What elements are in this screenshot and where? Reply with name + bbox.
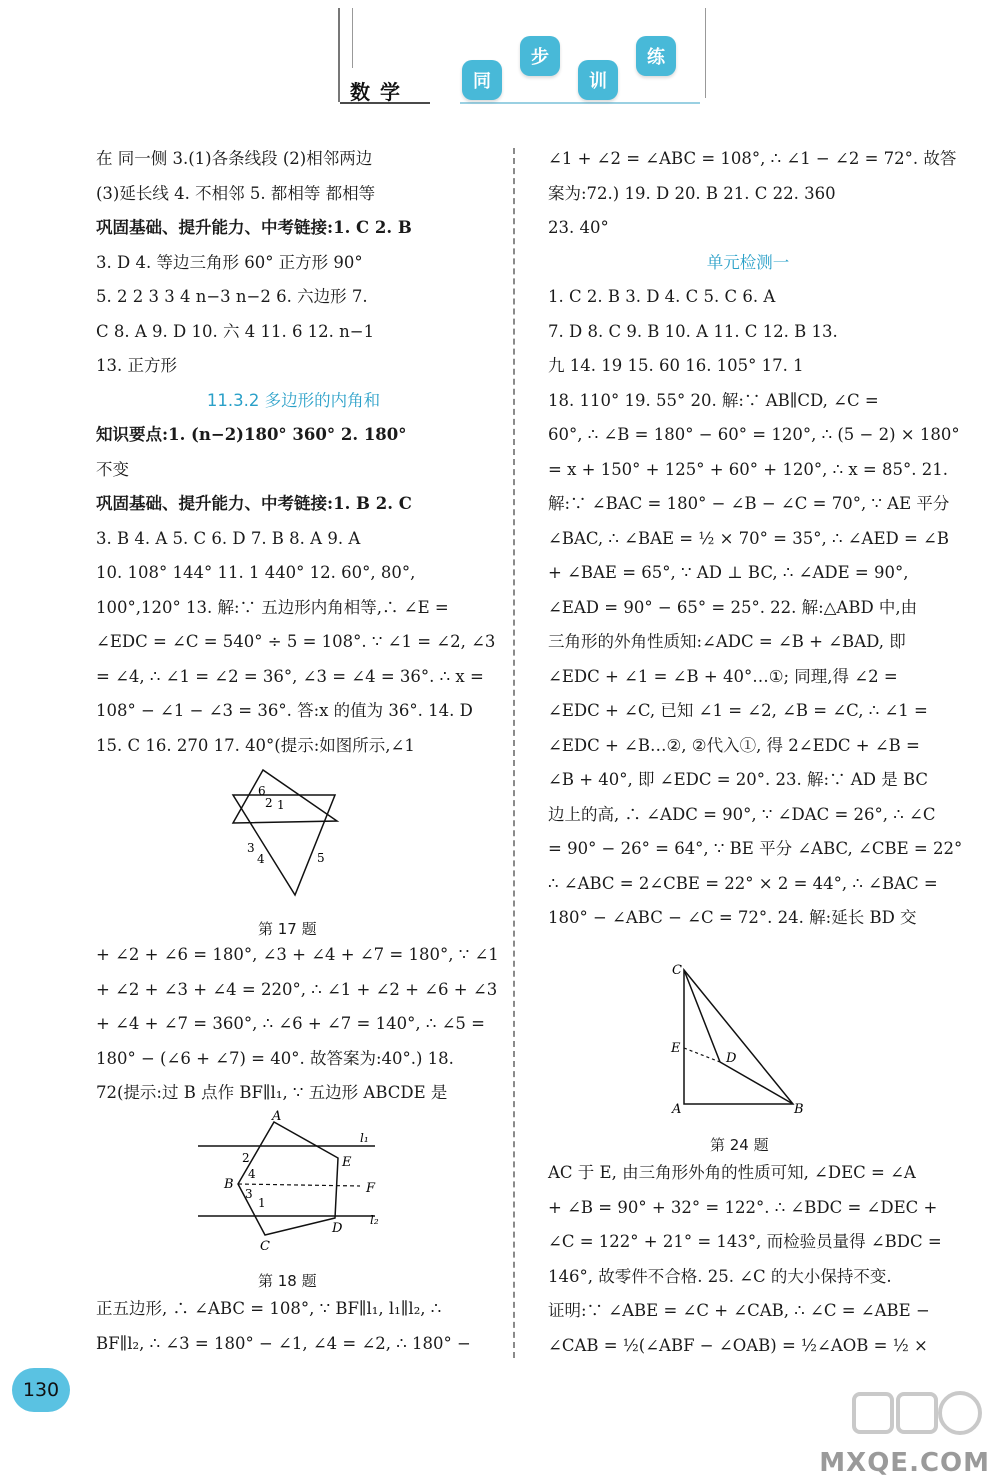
text-line: 解:∵ ∠BAC = 180° − ∠B − ∠C = 70°, ∵ AE 平分 (548, 494, 950, 513)
text-line: 18. 110° 19. 55° 20. 解:∵ AB∥CD, ∠C = (548, 390, 879, 410)
fig18-label: B (224, 1177, 234, 1192)
fig18-label: 3 (245, 1187, 253, 1201)
line-cd (684, 970, 720, 1062)
text-line: 3. D 4. 等边三角形 60° 正方形 90° (96, 252, 363, 272)
fig18-label: C (260, 1239, 270, 1254)
left-column (96, 142, 496, 763)
left-column-end (96, 1292, 491, 1361)
fig17-label: 5 (317, 851, 325, 865)
text-line: + ∠BAE = 65°, ∵ AD ⊥ BC, ∴ ∠ADE = 90°, (548, 563, 909, 582)
page-number: 130 (12, 1368, 70, 1412)
text-line: ∠B + 40°, 即 ∠EDC = 20°. 23. 解:∵ AD 是 BC (548, 770, 928, 789)
fig18-label: 1 (258, 1196, 266, 1210)
text-line: = x + 150° + 125° + 60° + 120°, ∴ x = 85°. 21. (548, 459, 948, 479)
text-line: + ∠B = 90° + 32° = 122°. ∴ ∠BDC = ∠DEC + (548, 1197, 938, 1217)
text-line: 15. C 16. 270 17. 40°(提示:如图所示,∠1 (96, 735, 415, 755)
right-column (548, 142, 963, 936)
text-line: 10. 108° 144° 11. 1 440° 12. 60°, 80°, (96, 563, 416, 582)
line-db (720, 1062, 793, 1104)
text-line: 巩固基础、提升能力、中考链接:1. C 2. B (96, 218, 412, 237)
triangle-abc (684, 970, 793, 1104)
figure-24-caption: 第 24 题 (710, 1136, 769, 1154)
fig24-label: C (672, 963, 682, 978)
text-line: 证明:∵ ∠ABE = ∠C + ∠CAB, ∴ ∠C = ∠ABE − (548, 1301, 930, 1320)
fig24-label: E (671, 1041, 681, 1056)
text-line: 边上的高, ∴ ∠ADC = 90°, ∵ ∠DAC = 26°, ∴ ∠C (548, 804, 936, 824)
text-line: 180° − (∠6 + ∠7) = 40°. 故答案为:40°.) 18. (96, 1048, 454, 1068)
fig17-label: 1 (277, 798, 285, 812)
watermark-text: MXQE.COM (819, 1448, 990, 1478)
fig24-label: D (726, 1051, 737, 1066)
text-line: 180° − ∠ABC − ∠C = 72°. 24. 解:延长 BD 交 (548, 908, 917, 927)
header-line (352, 8, 353, 68)
text-line: 1. C 2. B 3. D 4. C 5. C 6. A (548, 287, 776, 306)
text-line: 知识要点:1. (n−2)180° 360° 2. 180° (96, 425, 407, 444)
text-line: 巩固基础、提升能力、中考链接:1. B 2. C (96, 494, 412, 513)
text-line: ∠BAC, ∴ ∠BAE = ½ × 70° = 35°, ∴ ∠AED = ∠B (548, 528, 949, 548)
badge-tong: 同 (462, 60, 502, 100)
text-line: ∠CAB = ½(∠ABF − ∠OAB) = ½∠AOB = ½ × (548, 1335, 928, 1355)
figure-18 (190, 1110, 400, 1255)
text-line: + ∠2 + ∠3 + ∠4 = 220°, ∴ ∠1 + ∠2 + ∠6 + ∠3 (96, 979, 498, 999)
badge-bu: 步 (520, 36, 560, 76)
text-line: ∠EDC + ∠C, 已知 ∠1 = ∠2, ∠B = ∠C, ∴ ∠1 = (548, 701, 928, 720)
text-line: 60°, ∴ ∠B = 180° − 60° = 120°, ∴ (5 − 2) × 180° (548, 425, 960, 444)
figure-17-caption: 第 17 题 (258, 920, 317, 938)
text-line: 146°, 故零件不合格. 25. ∠C 的大小保持不变. (548, 1266, 892, 1286)
fig18-label: D (332, 1221, 343, 1236)
fig18-label: F (366, 1181, 376, 1196)
text-line: ∠EDC + ∠1 = ∠B + 40°…①; 同理,得 ∠2 = (548, 666, 898, 686)
text-line: ∠C = 122° + 21° = 143°, 而检验员量得 ∠BDC = (548, 1232, 942, 1251)
right-column-end (548, 1156, 948, 1363)
text-line: BF∥l₂, ∴ ∠3 = 180° − ∠1, ∠4 = ∠2, ∴ 180° − (96, 1333, 471, 1353)
text-line: 72(提示:过 B 点作 BF∥l₁, ∵ 五边形 ABCDE 是 (96, 1083, 448, 1102)
text-line: ∠EDC + ∠B…②, ②代入①, 得 2∠EDC + ∠B = (548, 735, 920, 755)
fig18-label: 4 (248, 1167, 256, 1181)
text-line: ∠1 + ∠2 = ∠ABC = 108°, ∴ ∠1 − ∠2 = 72°. 故答 (548, 149, 957, 168)
header-rule-accent (460, 102, 700, 104)
text-line: 100°,120° 13. 解:∵ 五边形内角相等,∴ ∠E = (96, 597, 449, 617)
header-line (705, 8, 706, 98)
section-title: 单元检测一 (706, 252, 790, 272)
text-line: AC 于 E, 由三角形外角的性质可知, ∠DEC = ∠A (548, 1163, 916, 1182)
fig18-label: A (272, 1110, 282, 1124)
text-line: (3)延长线 4. 不相邻 5. 都相等 都相等 (96, 183, 376, 203)
left-column-continued (96, 938, 499, 1111)
fig18-label: E (342, 1155, 352, 1170)
badge-xun: 训 (578, 60, 618, 100)
fig17-label: 4 (257, 852, 265, 866)
text-line: 23. 40° (548, 218, 609, 237)
text-line: ∠EDC = ∠C = 540° ÷ 5 = 108°. ∵ ∠1 = ∠2, ∠3 (96, 632, 496, 651)
text-line: 三角形的外角性质知:∠ADC = ∠B + ∠BAD, 即 (548, 632, 906, 651)
section-title: 11.3.2 多边形的内角和 (206, 390, 381, 410)
text-line: 13. 正方形 (96, 356, 177, 375)
badge-lian: 练 (636, 36, 676, 76)
text-line: ∴ ∠ABC = 2∠CBE = 22° × 2 = 44°, ∴ ∠BAC = (548, 873, 938, 893)
text-line: ∠EAD = 90° − 65° = 25°. 22. 解:△ABD 中,由 (548, 597, 918, 617)
text-line: + ∠2 + ∠6 = 180°, ∠3 + ∠4 + ∠7 = 180°, ∵ ∠1 (96, 945, 499, 964)
fig17-label: 6 (258, 784, 266, 798)
text-line: 7. D 8. C 9. B 10. A 11. C 12. B 13. (548, 321, 838, 341)
text-line: 5. 2 2 3 3 4 n−3 n−2 6. 六边形 7. (96, 287, 368, 306)
text-line: = ∠4, ∴ ∠1 = ∠2 = 36°, ∠3 = ∠4 = 36°. ∴ x = (96, 666, 484, 686)
figure-18-caption: 第 18 题 (258, 1272, 317, 1290)
text-line: 不变 (96, 459, 129, 479)
text-line: 正五边形, ∴ ∠ABC = 108°, ∵ BF∥l₁, l₁∥l₂, ∴ (96, 1299, 442, 1318)
subject-title: 数学 (350, 80, 410, 104)
line-bf (238, 1184, 360, 1186)
text-line: C 8. A 9. D 10. 六 4 11. 6 12. n−1 (96, 321, 375, 341)
text-line: 108° − ∠1 − ∠3 = 36°. 答:x 的值为 36°. 14. D (96, 701, 473, 720)
figure-17 (225, 765, 345, 900)
text-line: 在 同一侧 3.(1)各条线段 (2)相邻两边 (96, 149, 373, 168)
fig17-label: 3 (247, 841, 255, 855)
fig24-label: B (794, 1102, 804, 1117)
text-line: + ∠4 + ∠7 = 360°, ∴ ∠6 + ∠7 = 140°, ∴ ∠5 = (96, 1014, 485, 1033)
text-line: 九 14. 19 15. 60 16. 105° 17. 1 (548, 356, 804, 375)
page-header (0, 0, 1000, 120)
fig18-label: l₁ (360, 1131, 369, 1145)
column-divider (513, 148, 515, 1358)
text-line: 案为:72.) 19. D 20. B 21. C 22. 360 (548, 183, 836, 203)
fig24-label: A (672, 1102, 682, 1117)
figure-24 (668, 960, 818, 1120)
text-line: = 90° − 26° = 64°, ∵ BE 平分 ∠ABC, ∠CBE = 22° (548, 839, 963, 858)
fig17-label: 2 (265, 796, 273, 810)
triangle-up (233, 770, 337, 823)
fig18-label: l₂ (370, 1213, 379, 1227)
text-line: 3. B 4. A 5. C 6. D 7. B 8. A 9. A (96, 528, 361, 548)
header-line (338, 8, 340, 102)
fig18-label: 2 (242, 1151, 250, 1165)
